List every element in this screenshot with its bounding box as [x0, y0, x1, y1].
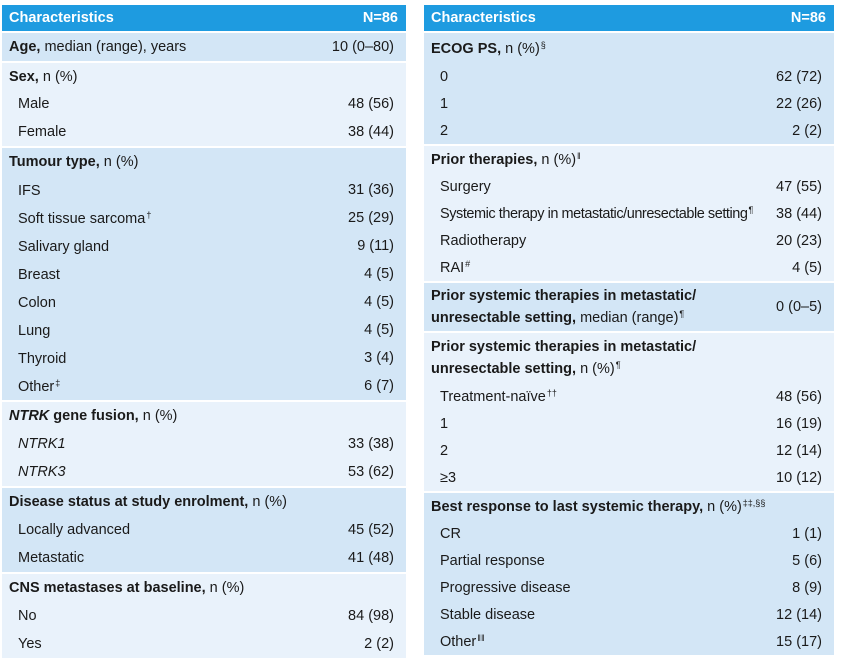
tumour-item-value: 25 (29) [348, 210, 394, 226]
prior-systemic-count-item-value: 10 (12) [776, 469, 822, 486]
right-header-label: Characteristics [431, 10, 536, 26]
best-response-item-label: Other$^{ǁǁ}$ [440, 633, 485, 650]
tumour-item-label: Colon [18, 294, 56, 311]
disease-item-value: 41 (48) [348, 550, 394, 566]
prior-systemic-count-row [424, 464, 834, 491]
best-response-heading [424, 493, 834, 520]
ecog-row [424, 63, 834, 90]
cns-row [2, 602, 406, 630]
prior-systemic-count-section [424, 331, 834, 491]
best-response-item-label: CR [440, 526, 461, 542]
prior-therapy-item-label: Radiotherapy [440, 233, 527, 249]
tumour-item-label: Salivary gland [18, 238, 110, 255]
right-table-header [424, 5, 834, 33]
tumour-item-value: 4 (5) [364, 294, 394, 310]
cns-item-label: Yes [18, 636, 42, 652]
cns-item-value: 2 (2) [364, 636, 394, 652]
prior-systemic-count-item-label: ≥3 [440, 470, 457, 486]
ntrk-row [2, 458, 406, 486]
ecog-item-label: 0 [440, 68, 449, 85]
prior-systemic-count-item-label: Treatment-naïve†† [440, 388, 557, 405]
sex-row-male [2, 90, 406, 118]
disease-row [2, 516, 406, 544]
prior-systemic-count-row [424, 410, 834, 437]
cns-section [2, 572, 406, 658]
prior-therapy-item-value: 38 (44) [776, 205, 822, 222]
best-response-row [424, 628, 834, 655]
disease-status-heading [2, 488, 406, 516]
prior-systemic-count-row [424, 383, 834, 410]
prior-therapies-heading [424, 146, 834, 173]
tumour-item-label: Thyroid [18, 350, 67, 367]
ecog-item-label: 1 [440, 95, 449, 112]
right-header-n: N=86 [790, 10, 826, 26]
prior-therapy-item-value: 20 (23) [776, 232, 822, 249]
age-value: 10 (0–80) [331, 39, 394, 55]
prior-systemic-count-item-label: 2 [440, 443, 449, 459]
tumour-item-value: 3 (4) [364, 350, 394, 366]
prior-therapy-item-value: 47 (55) [776, 178, 822, 195]
tumour-item-value: 6 (7) [364, 378, 394, 394]
best-response-item-value: 1 (1) [792, 525, 822, 542]
ecog-row [424, 117, 834, 144]
prior-systemic-count-item-value: 48 (56) [776, 388, 822, 405]
tumour-type-section [2, 146, 406, 400]
tumour-row [2, 344, 406, 372]
ecog-section [424, 33, 834, 144]
best-response-row [424, 601, 834, 628]
ecog-label: ECOG PS, n (%)§ [431, 39, 546, 57]
cns-item-value: 84 (98) [348, 608, 394, 624]
tumour-item-value: 9 (11) [357, 238, 394, 254]
best-response-item-value: 15 (17) [776, 633, 822, 650]
tumour-item-label: Breast [18, 266, 60, 283]
tumour-item-label: Lung [18, 322, 51, 339]
prior-therapy-row [424, 173, 834, 200]
tumour-row [2, 372, 406, 400]
prior-systemic-count-row [424, 437, 834, 464]
tumour-item-value: 4 (5) [364, 322, 394, 338]
ecog-item-value: 62 (72) [776, 68, 822, 85]
cns-heading [2, 574, 406, 602]
prior-therapy-item-label: RAI# [440, 259, 471, 276]
best-response-item-value: 12 (14) [776, 606, 822, 623]
tumour-row [2, 232, 406, 260]
best-response-label: Best response to last systemic therapy, n (%)‡‡,§§ [431, 498, 766, 515]
sex-item-label: Female [18, 124, 67, 140]
age-row [2, 33, 406, 61]
cns-row [2, 630, 406, 658]
cns-label: CNS metastases at baseline, n (%) [9, 580, 245, 596]
tumour-item-label: Soft tissue sarcoma† [18, 209, 152, 227]
ecog-item-label: 2 [440, 122, 449, 139]
sex-row-female [2, 118, 406, 146]
best-response-row [424, 574, 834, 601]
prior-therapy-item-value: 4 (5) [792, 259, 822, 276]
left-characteristics-table [2, 5, 406, 658]
sex-item-value: 48 (56) [348, 96, 394, 112]
best-response-item-label: Partial response [440, 553, 545, 569]
tumour-item-label: Other‡ [18, 377, 61, 395]
best-response-section [424, 491, 834, 655]
prior-therapies-label: Prior therapies, n (%)$^ǁ$ [431, 151, 581, 168]
disease-status-label: Disease status at study enrolment, n (%) [9, 494, 287, 510]
ecog-heading [424, 33, 834, 63]
prior-systemic-count-item-value: 16 (19) [776, 415, 822, 432]
best-response-row [424, 547, 834, 574]
best-response-item-label: Progressive disease [440, 580, 571, 596]
ntrk-label: NTRK gene fusion, n (%) [9, 408, 178, 424]
tumour-type-label: Tumour type, n (%) [9, 154, 139, 170]
ntrk-item-label: NTRK3 [18, 464, 66, 480]
tumour-item-value: 31 (36) [348, 182, 394, 198]
tumour-type-heading [2, 148, 406, 176]
sex-section-heading [2, 61, 406, 90]
age-label: Age, median (range), years [9, 39, 187, 55]
cns-item-label: No [18, 608, 37, 624]
tumour-row [2, 316, 406, 344]
ntrk-item-value: 33 (38) [348, 436, 394, 452]
tumour-row [2, 204, 406, 232]
prior-therapy-item-label: Surgery [440, 179, 491, 195]
prior-systemic-count-item-label: 1 [440, 416, 449, 432]
ecog-row [424, 90, 834, 117]
prior-systemic-count-item-value: 12 (14) [776, 442, 822, 459]
disease-status-section [2, 486, 406, 572]
best-response-item-value: 5 (6) [792, 552, 822, 569]
best-response-item-value: 8 (9) [792, 579, 822, 596]
prior-therapy-row [424, 227, 834, 254]
prior-therapies-section [424, 144, 834, 281]
prior-systemic-median-label: Prior systemic therapies in metastatic/ unresectable setting, median (range)¶ [431, 288, 697, 326]
ntrk-item-label: NTRK1 [18, 436, 66, 452]
ntrk-row [2, 430, 406, 458]
prior-systemic-median-row [424, 281, 834, 331]
tumour-item-value: 4 (5) [364, 266, 394, 282]
ecog-item-value: 2 (2) [792, 122, 822, 139]
left-header-n: N=86 [362, 10, 398, 26]
right-characteristics-table [424, 5, 834, 655]
ntrk-item-value: 53 (62) [348, 464, 394, 480]
prior-therapy-row [424, 254, 834, 281]
best-response-row [424, 520, 834, 547]
left-table-header [2, 5, 406, 33]
disease-item-label: Locally advanced [18, 522, 131, 538]
prior-therapy-item-label: Systemic therapy in metastatic/unresectable setting¶ [440, 205, 753, 222]
disease-row [2, 544, 406, 572]
best-response-item-label: Stable disease [440, 607, 536, 623]
prior-systemic-count-heading [424, 333, 834, 383]
tumour-row [2, 176, 406, 204]
ntrk-heading [2, 402, 406, 430]
prior-systemic-median-value: 0 (0–5) [776, 299, 822, 315]
tumour-row [2, 260, 406, 288]
disease-item-label: Metastatic [18, 550, 85, 566]
prior-systemic-count-label: Prior systemic therapies in metastatic/ unresectable setting, n (%)¶ [431, 339, 697, 377]
disease-item-value: 45 (52) [348, 522, 394, 538]
sex-item-label: Male [18, 96, 50, 112]
ecog-item-value: 22 (26) [776, 95, 822, 112]
sex-label: Sex, n (%) [9, 68, 78, 85]
tumour-item-label: IFS [18, 182, 41, 199]
sex-item-value: 38 (44) [348, 124, 394, 140]
tumour-row [2, 288, 406, 316]
left-header-label: Characteristics [9, 10, 114, 26]
prior-therapy-row [424, 200, 834, 227]
ntrk-section [2, 400, 406, 486]
